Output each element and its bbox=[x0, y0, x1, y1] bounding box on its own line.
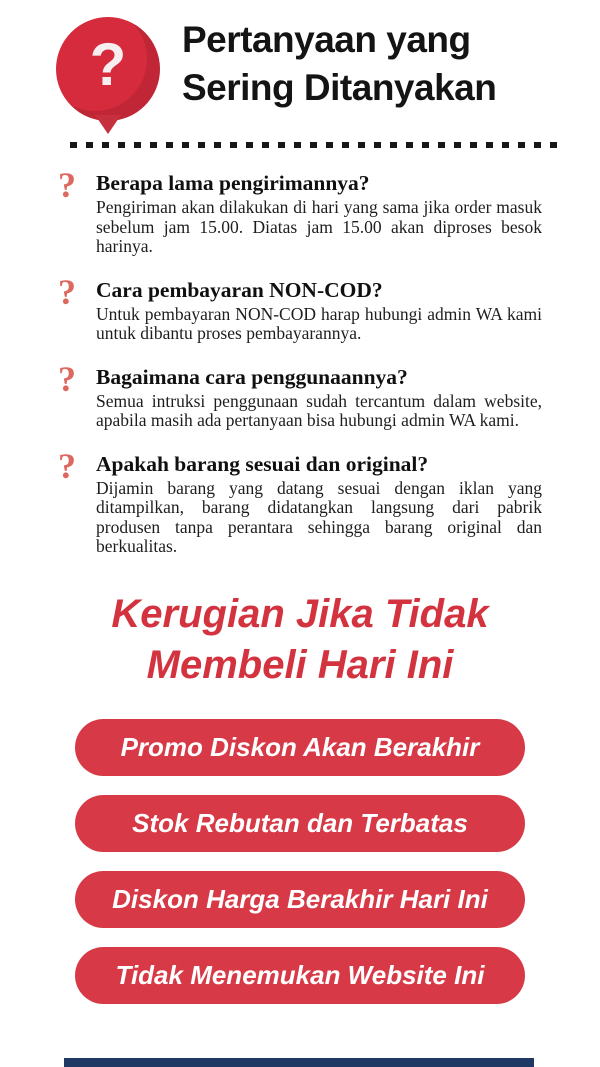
balloon-tail bbox=[95, 115, 121, 134]
faq-item-original bbox=[58, 445, 542, 557]
question-mark-icon: ? bbox=[58, 165, 76, 205]
pill-button-website-ini[interactable]: Tidak Menemukan Website Ini bbox=[75, 947, 525, 1004]
question-mark-icon: ? bbox=[58, 445, 76, 486]
pill-button-diskon-harga[interactable]: Diskon Harga Berakhir Hari Ini bbox=[75, 871, 525, 928]
page-title-line2: Sering Ditanyakan bbox=[182, 67, 497, 108]
faq-answer: Untuk pembayaran NON-COD harap hubungi admin WA kami untuk dibantu proses pembayarannya. bbox=[96, 303, 542, 343]
faq-answer: Semua intruksi penggunaan sudah tercantum dalam website, apabila masih ada pertanyaan bisa hubungi admin WA kami. bbox=[96, 390, 542, 430]
bottom-bar bbox=[64, 1058, 534, 1067]
loss-heading-line2: Membeli Hari Ini bbox=[146, 642, 454, 687]
page-title-line1: Pertanyaan yang bbox=[182, 19, 471, 60]
faq-answer: Pengiriman akan dilakukan di hari yang sama jika order masuk sebelum jam 15.00. Diatas jam 15.00 akan diproses besok harinya. bbox=[96, 197, 542, 256]
balloon-circle bbox=[56, 17, 160, 121]
faq-question: Bagaimana cara penggunaannya? bbox=[96, 364, 408, 389]
loss-heading-line1: Kerugian Jika Tidak bbox=[111, 591, 489, 636]
faq-answer: Dijamin barang yang datang sesuai dengan iklan yang ditampilkan, barang didatangkan langsung dari pabrik produsen tanpa perantara sehingga barang original dan berkualitas. bbox=[96, 477, 542, 556]
page-title bbox=[182, 16, 496, 112]
faq-item-content bbox=[96, 451, 542, 557]
question-mark-icon: ? bbox=[58, 358, 76, 399]
pill-button-stok-terbatas[interactable]: Stok Rebutan dan Terbatas bbox=[75, 795, 525, 852]
balloon-question-mark: ? bbox=[89, 31, 127, 98]
faq-header bbox=[0, 0, 600, 138]
faq-question: Apakah barang sesuai dan original? bbox=[96, 451, 429, 476]
loss-buttons bbox=[0, 719, 600, 1004]
question-balloon-icon bbox=[56, 14, 166, 138]
pill-button-promo-diskon[interactable]: Promo Diskon Akan Berakhir bbox=[75, 719, 525, 776]
faq-item-usage bbox=[58, 358, 542, 431]
dotted-divider bbox=[70, 142, 558, 148]
faq-question: Cara pembayaran NON-COD? bbox=[96, 277, 383, 302]
faq-item-content bbox=[96, 170, 542, 257]
faq-question: Berapa lama pengirimannya? bbox=[96, 171, 370, 195]
faq-item-content bbox=[96, 277, 542, 344]
faq-list bbox=[0, 165, 600, 557]
faq-item-content bbox=[96, 364, 542, 431]
loss-heading bbox=[0, 589, 600, 691]
faq-item-shipping bbox=[58, 165, 542, 257]
faq-item-payment bbox=[58, 271, 542, 344]
question-mark-icon: ? bbox=[58, 271, 76, 312]
